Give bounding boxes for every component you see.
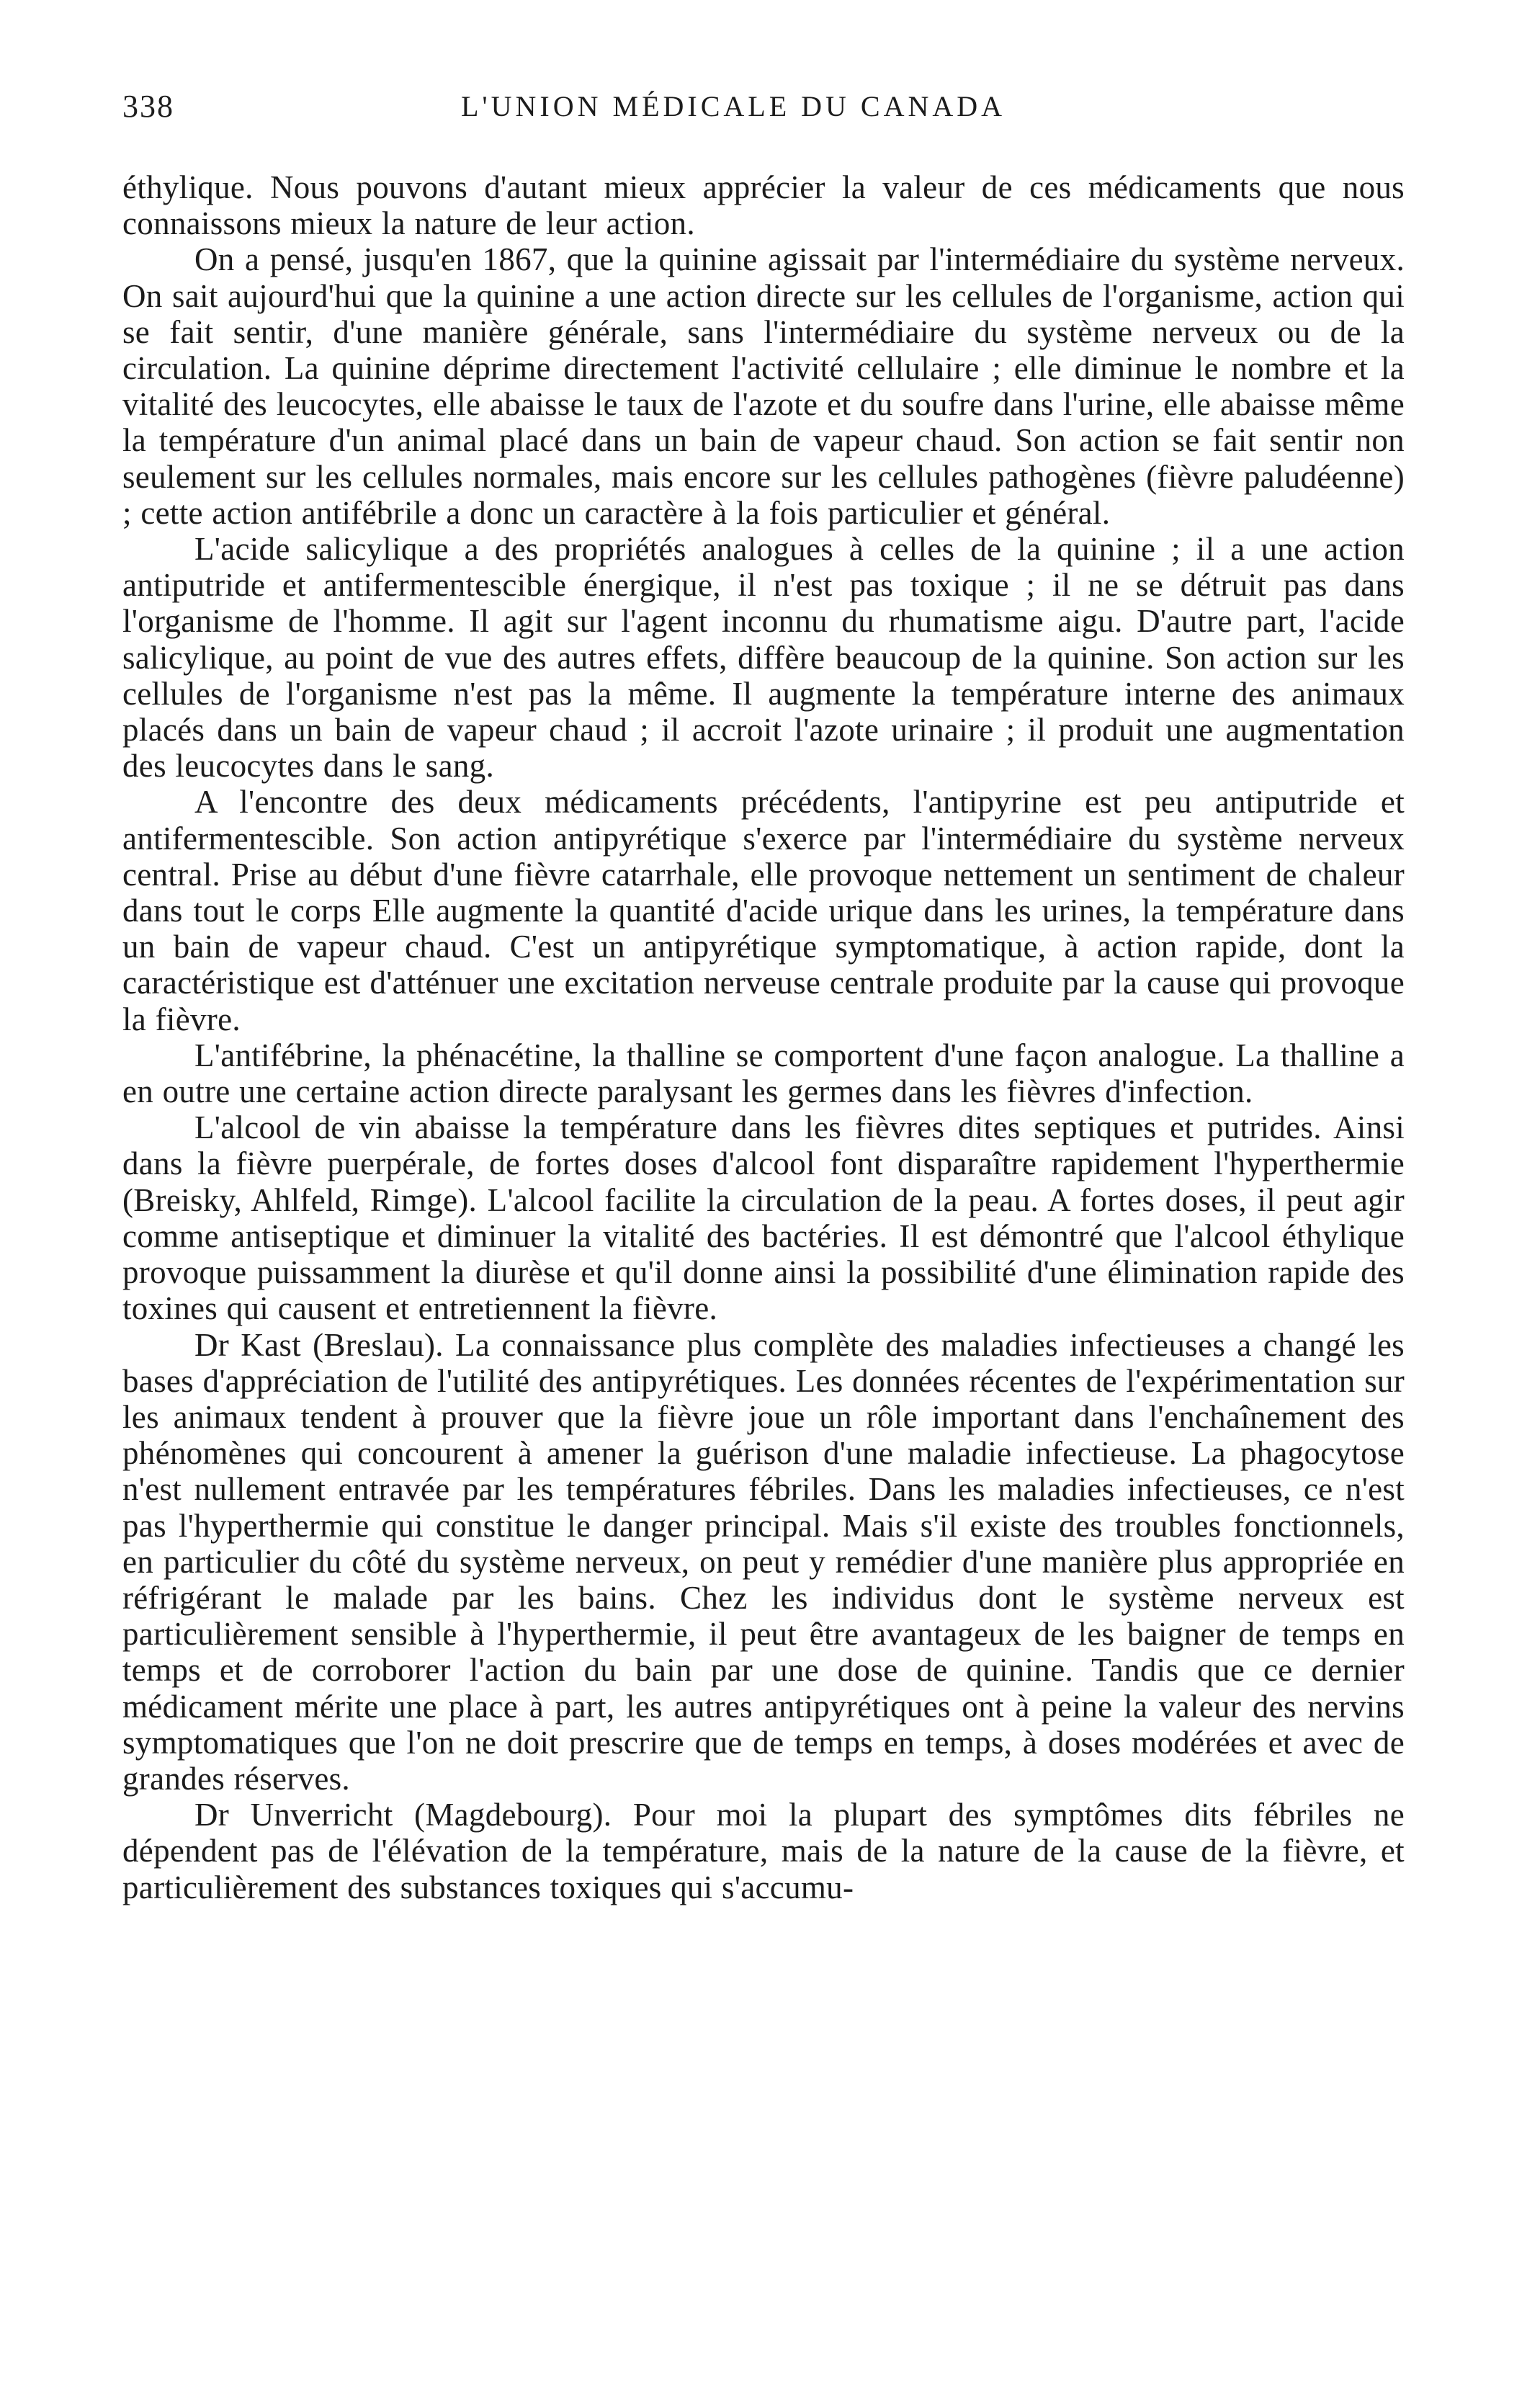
paragraph-dr-unverricht: Dr Unverricht (Magdebourg). Pour moi la plupart des symptômes dits fébriles ne dépendent pas de l'élévation de la température, mais de la nature de la cause de la fièvre, et particulièrement des substances toxiques qui s'accumu- — [122, 1797, 1405, 1905]
page-number: 338 — [122, 89, 174, 124]
paragraph-dr-kast: Dr Kast (Breslau). La connaissance plus complète des maladies infectieuses a changé les bases d'appréciation de l'utilité des antipyrétiques. Les données récentes de l'expérimentation sur les animaux tendent à prouver que la fièvre joue un rôle important dans l'enchaînement des phénomènes qui concourent à amener la guérison d'une maladie infectieuse. La phagocytose n'est nullement entravée par les températures fébriles. Dans les maladies infectieuses, ce n'est pas l'hyperthermie qui constitue le danger principal. Mais s'il existe des troubles fonctionnels, en particulier du côté du système nerveux, on peut y remédier d'une manière plus appropriée en réfrigérant le malade par les bains. Chez les individus dont le système nerveux est particulièrement sensible à l'hyperthermie, il peut être avantageux de les baigner de temps en temps et de corroborer l'action du bain par une dose de quinine. Tandis que ce dernier médicament mérite une place à part, les autres antipyrétiques ont à peine la valeur des nervins symptomatiques que l'on ne doit prescrire que de temps en temps, à doses modérées et avec de grandes réserves. — [122, 1326, 1405, 1797]
paragraph-alcohol: L'alcool de vin abaisse la température dans les fièvres dites septiques et putrides. Ainsi dans la fièvre puerpérale, de fortes doses d'alcool font disparaître rapidement l'hyperthermie (Breisky, Ahlfeld, Rimge). L'alcool facilite la circulation de la peau. A fortes doses, il peut agir comme antiseptique et diminuer la vitalité des bactéries. Il est démontré que l'alcool éthylique provoque puissamment la diurèse et qu'il donne ainsi la possibilité d'une élimination rapide des toxines qui causent et entretiennent la fièvre. — [122, 1109, 1405, 1327]
running-head — [122, 88, 1403, 131]
article-body — [122, 169, 1405, 1905]
journal-title: L'UNION MÉDICALE DU CANADA — [461, 90, 1006, 122]
paragraph-continuation: éthylique. Nous pouvons d'autant mieux apprécier la valeur de ces médicaments que nous connaissons mieux la nature de leur action. — [122, 169, 1405, 242]
paragraph-antipyrine: A l'encontre des deux médicaments précédents, l'antipyrine est peu antiputride et antifermentescible. Son action antipyrétique s'exerce par l'intermédiaire du système nerveux central. Prise au début d'une fièvre catarrhale, elle provoque nettement un sentiment de chaleur dans tout le corps Elle augmente la quantité d'acide urique dans les urines, la température dans un bain de vapeur chaud. C'est un antipyrétique symptomatique, à action rapide, dont la caractéristique est d'atténuer une excitation nerveuse centrale produite par la cause qui provoque la fièvre. — [122, 784, 1405, 1037]
paragraph-salicylic-acid: L'acide salicylique a des propriétés analogues à celles de la quinine ; il a une action antiputride et antifermentescible énergique, il n'est pas toxique ; il ne se détruit pas dans l'organisme de l'homme. Il agit sur l'agent inconnu du rhumatisme aigu. D'autre part, l'acide salicylique, au point de vue des autres effets, diffère beaucoup de la quinine. Son action sur les cellules de l'organisme n'est pas la même. Il augmente la température interne des animaux placés dans un bain de vapeur chaud ; il accroit l'azote urinaire ; il produit une augmentation des leucocytes dans le sang. — [122, 531, 1405, 785]
paragraph-quinine: On a pensé, jusqu'en 1867, que la quinine agissait par l'intermédiaire du système nerveux. On sait aujourd'hui que la quinine a une action directe sur les cellules de l'organisme, action qui se fait sentir, d'une manière générale, sans l'intermédiaire du système nerveux ou de la circulation. La quinine déprime directement l'activité cellulaire ; elle diminue le nombre et la vitalité des leucocytes, elle abaisse le taux de l'azote et du soufre dans l'urine, elle abaisse même la température d'un animal placé dans un bain de vapeur chaud. Son action se fait sentir non seulement sur les cellules normales, mais encore sur les cellules pathogènes (fièvre paludéenne) ; cette action antifébrile a donc un caractère à la fois particulier et général. — [122, 241, 1405, 531]
paragraph-antifebrine: L'antifébrine, la phénacétine, la thalline se comportent d'une façon analogue. La thalline a en outre une certaine action directe paralysant les germes dans les fièvres d'infection. — [122, 1037, 1405, 1110]
